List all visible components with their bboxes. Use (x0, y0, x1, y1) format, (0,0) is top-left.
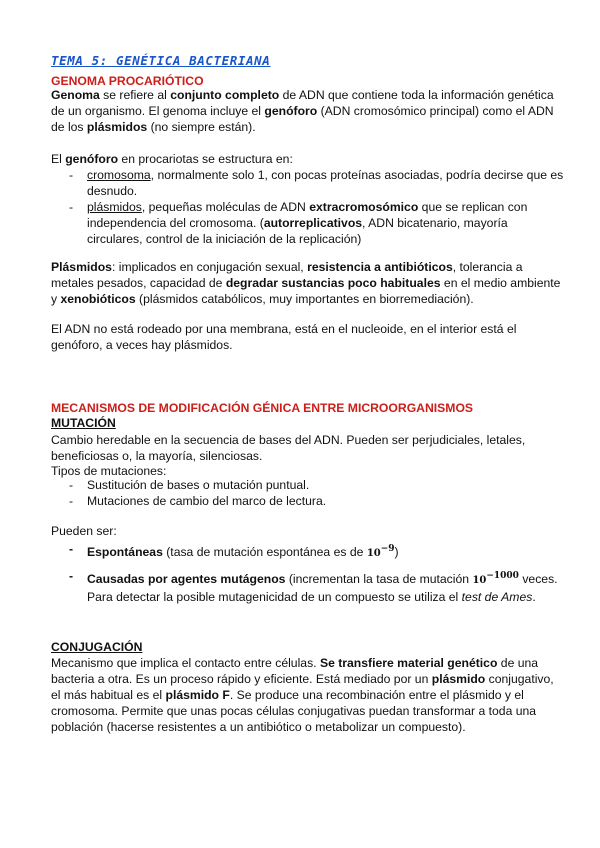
list-item-marco-lectura: - Mutaciones de cambio del marco de lectura. (51, 493, 566, 509)
paragraph-genoforo-intro: El genóforo en procariotas se estructura en: (51, 152, 293, 166)
subheading-mutacion: MUTACIÓN (51, 416, 116, 430)
label-pueden-ser: Pueden ser: (51, 524, 117, 538)
subheading-conjugacion: CONJUGACIÓN (51, 640, 143, 654)
list-item-espontaneas: - Espontáneas (tasa de mutación espontánea es de $10^{-9}$) (51, 541, 566, 562)
genoforo-list (51, 167, 566, 247)
paragraph-genoma-definition: Genoma se refiere al conjunto completo de ADN que contiene toda la información genética de un organismo. El genoma incluye el genóforo (ADN cromosómico principal) como el ADN de los plásmidos (no siempre están). (51, 88, 554, 134)
section-heading-mecanismos: MECANISMOS DE MODIFICACIÓN GÉNICA ENTRE MICROORGANISMOS (51, 401, 474, 415)
list-item-cromosoma: - cromosoma, normalmente solo 1, con pocas proteínas asociadas, podría decirse que es desnudo. (51, 167, 566, 199)
origen-list (51, 541, 566, 605)
list-item-mutagenos: - Causadas por agentes mutágenos (incrementan la tasa de mutación $10^{-1000}$ veces. Para detectar la posible mutagenicidad de un compuesto se utiliza el test de Ames. (51, 568, 566, 605)
paragraph-conjugacion: Mecanismo que implica el contacto entre células. Se transfiere material genético de una bacteria a otra. Es un proceso rápido y eficiente. Está mediado por un plásmido conjugativo, el más habitual es el plásmido F. Se produce una recombinación entre el plásmido y el cromosoma. Permite que unas pocas células conjugativas puedan transformar a toda una población (hacerse resistentes a un antibiótico o metabolizar un compuesto). (51, 656, 554, 734)
list-item-plasmidos: - plásmidos, pequeñas moléculas de ADN extracromosómico que se replican con independencia del cromosoma. (autorreplicativos, ADN bicatenario, mayoría circulares, control de la iniciación de la replicación) (51, 199, 566, 247)
paragraph-mutacion-definition: Cambio heredable en la secuencia de bases del ADN. Pueden ser perjudiciales, letales, beneficiosas o, la mayoría, silenciosas. (51, 433, 526, 463)
section-heading-genoma: GENOMA PROCARIÓTICO (51, 74, 204, 88)
page-title: TEMA 5: GENÉTICA BACTERIANA (51, 53, 271, 68)
paragraph-plasmidos: Plásmidos: implicados en conjugación sexual, resistencia a antibióticos, tolerancia a metales pesados, capacidad de degradar sustancias poco habituales en el medio ambiente y xenobióticos (plásmidos catabólicos, muy importantes en biorremediación). (51, 260, 561, 306)
paragraph-nucleoide: El ADN no está rodeado por una membrana, está en el nucleoide, en el interior está el genóforo, a veces hay plásmidos. (51, 322, 517, 352)
label-tipos-mutaciones: Tipos de mutaciones: (51, 464, 167, 478)
list-item-sustitucion: - Sustitución de bases o mutación puntual. (51, 477, 566, 493)
tipos-list (51, 477, 566, 509)
